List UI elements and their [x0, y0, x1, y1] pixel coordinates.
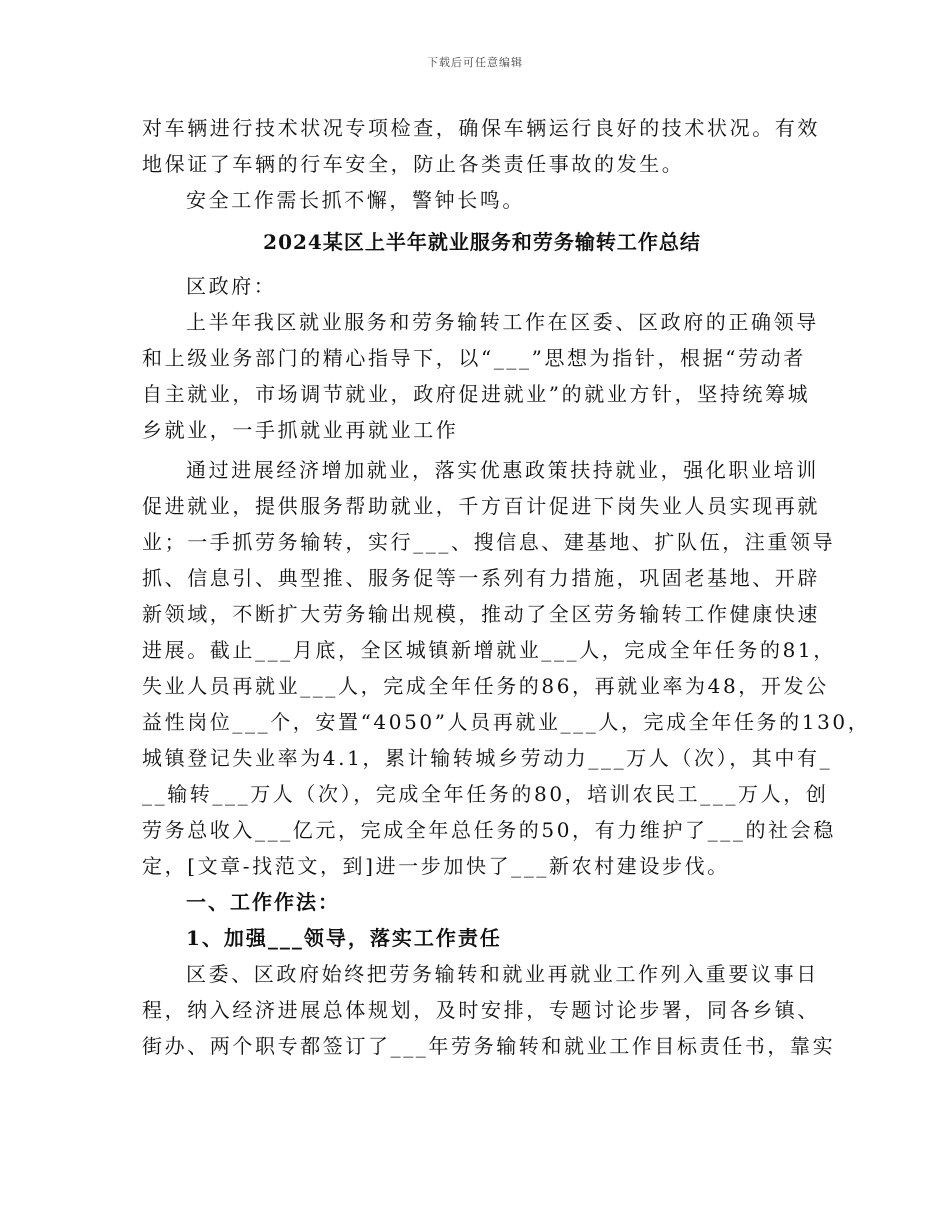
text-line: 上半年我区就业服务和劳务输转工作在区委、区政府的正确领导: [186, 310, 819, 334]
text-line: 失业人员再就业___人，完成全年任务的86，再就业率为48，开发公: [142, 674, 829, 698]
text-line: 对车辆进行技术状况专项检查，确保车辆运行良好的技术状况。有效: [142, 116, 820, 140]
salutation: 区政府：: [186, 274, 277, 298]
text-line: 地保证了车辆的行车安全，防止各类责任事故的发生。: [142, 152, 685, 176]
text-line: 新领域，不断扩大劳务输出规模，推动了全区劳务输转工作健康快速: [142, 602, 820, 626]
document-title: 2024某区上半年就业服务和劳务输转工作总结: [263, 230, 701, 254]
text-line: 安全工作需长抓不懈，警钟长鸣。: [186, 188, 525, 212]
text-line: 业；一手抓劳务输转，实行___、搜信息、建基地、扩队伍，注重领导: [142, 530, 836, 554]
text-line: 促进就业，提供服务帮助就业，千方百计促进下岗失业人员实现再就: [142, 494, 820, 518]
text-line: 街办、两个职专都签订了___年劳务输转和就业工作目标责任书，靠实: [142, 1034, 836, 1058]
text-line: 程，纳入经济进展总体规划，及时安排，专题讨论步署，同各乡镇、: [142, 998, 820, 1022]
subsection-heading: 1、加强___领导，落实工作责任: [186, 926, 502, 950]
text-line: 和上级业务部门的精心指导下，以“___”思想为指针，根据“劳动者: [142, 346, 806, 370]
document-body: [142, 110, 871, 1064]
section-heading: 一、工作作法：: [186, 890, 340, 914]
text-line: 通过进展经济增加就业，落实优惠政策扶持就业，强化职业培训: [186, 458, 819, 482]
text-line: 区委、区政府始终把劳务输转和就业再就业工作列入重要议事日: [186, 962, 819, 986]
text-line: 乡就业，一手抓就业再就业工作: [142, 418, 459, 442]
text-line: 劳务总收入___亿元，完成全年总任务的50，有力维护了___的社会稳: [142, 818, 836, 842]
text-line: 进展。截止___月底，全区城镇新增就业___人，完成全年任务的81，: [142, 638, 836, 662]
text-line: 定，[文章-找范文，到]进一步加快了___新农村建设步伐。: [142, 854, 730, 878]
page-header: 下载后可任意编辑: [427, 56, 523, 69]
text-line: 益性岗位___个，安置“4050”人员再就业___人，完成全年任务的130，: [142, 710, 871, 734]
text-line: __输转___万人（次），完成全年任务的80，培训农民工___万人，创: [142, 782, 829, 806]
text-line: 城镇登记失业率为4.1，累计输转城乡劳动力___万人（次），其中有_: [142, 746, 833, 770]
text-line: 自主就业，市场调节就业，政府促进就业”的就业方针，坚持统筹城: [142, 382, 811, 406]
text-line: 抓、信息引、典型推、服务促等一系列有力措施，巩固老基地、开辟: [142, 566, 820, 590]
